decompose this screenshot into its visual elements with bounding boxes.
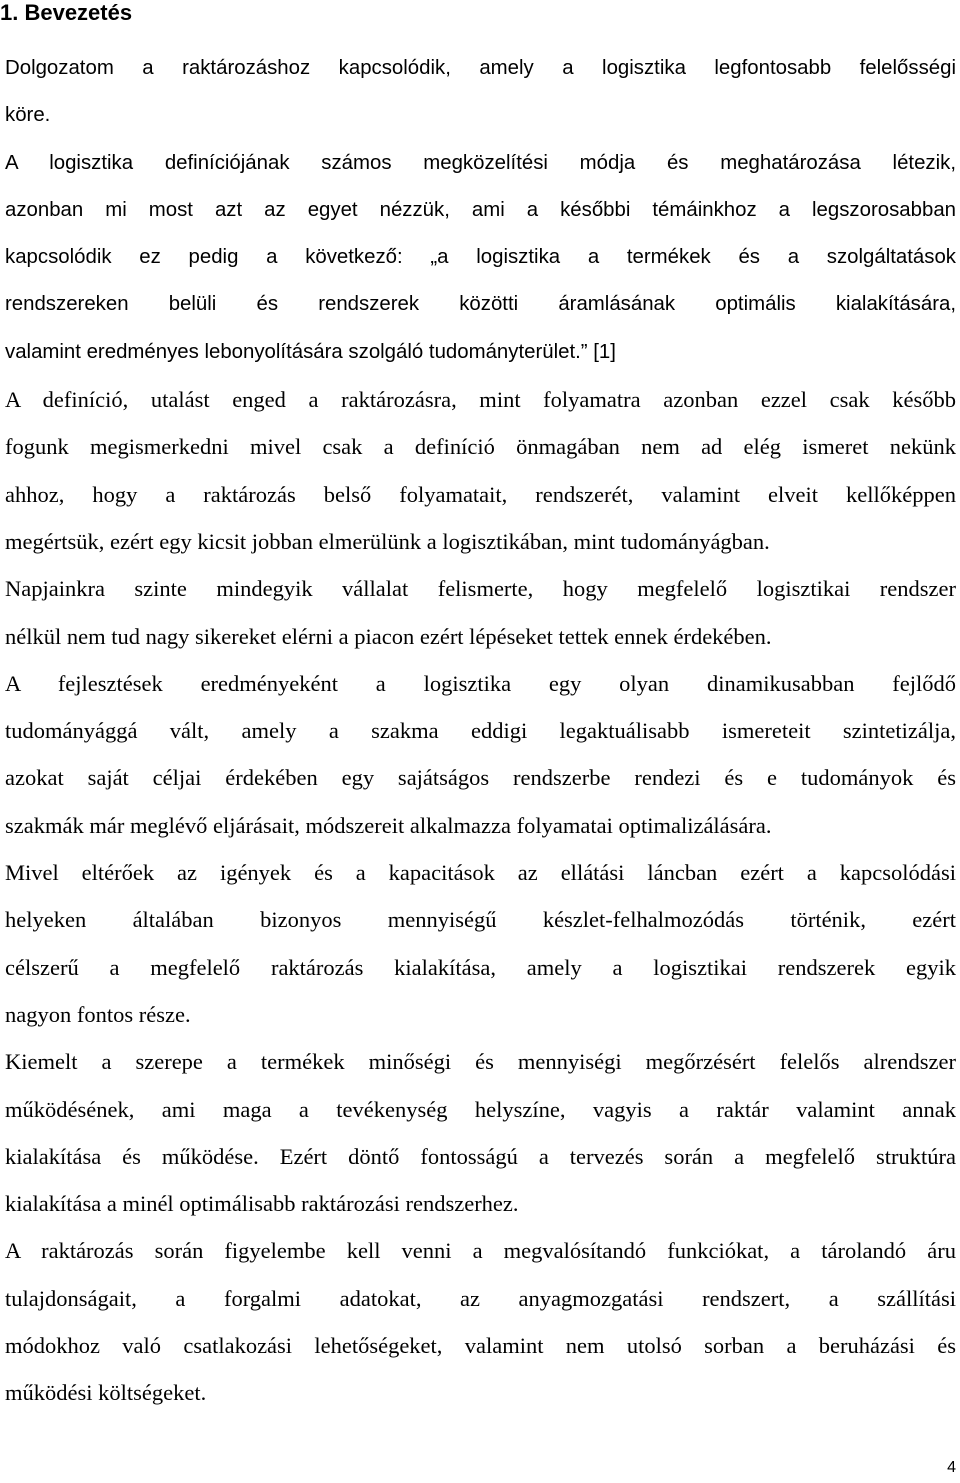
text-line: A definíció, utalást enged a raktározásra, mint folyamatra azonban ezzel csak később (5, 387, 956, 413)
text-line: megértsük, ezért egy kicsit jobban elmerülünk a logisztikában, mint tudományágban. (5, 528, 770, 554)
text-line: Mivel eltérőek az igények és a kapacitások az ellátási láncban ezért a kapcsolódási (5, 860, 956, 886)
paragraph (5, 1227, 956, 1416)
text-line: kapcsolódik ez pedig a következő: „a logisztika a termékek és a szolgáltatások (5, 246, 956, 269)
text-line: fogunk megismerkedni mivel csak a definíció önmagában nem ad elég ismeret nekünk (5, 434, 956, 460)
text-line: A raktározás során figyelembe kell venni a megvalósítandó funkciókat, a tárolandó áru (5, 1238, 956, 1264)
paragraph (5, 849, 956, 1038)
document-body (5, 45, 956, 1417)
text-line: tulajdonságait, a forgalmi adatokat, az anyagmozgatási rendszert, a szállítási (5, 1285, 956, 1311)
text-line: köre. (5, 104, 51, 127)
text-line: nélkül nem tud nagy sikereket elérni a piacon ezért lépéseket tettek ennek érdekében. (5, 623, 772, 649)
text-line: A fejlesztések eredményeként a logisztika egy olyan dinamikusabban fejlődő (5, 670, 956, 696)
text-line: célszerű a megfelelő raktározás kialakítása, amely a logisztikai rendszerek egyik (5, 954, 956, 980)
text-line: tudományággá vált, amely a szakma eddigi legaktuálisabb ismereteit szintetizálja, (5, 718, 956, 744)
text-line: módokhoz való csatlakozási lehetőségeket, valamint nem utolsó sorban a beruházási és (5, 1333, 956, 1359)
text-line: azokat saját céljai érdekében egy sajátságos rendszerbe rendezi és e tudományok és (5, 765, 956, 791)
text-line: működési költségeket. (5, 1380, 207, 1406)
section-heading: 1. Bevezetés (0, 0, 133, 25)
paragraph (5, 140, 956, 376)
text-line: helyeken általában bizonyos mennyiségű készlet-felhalmozódás történik, ezért (5, 907, 956, 933)
text-line: valamint eredményes lebonyolítására szolgáló tudományterület.” [1] (5, 340, 616, 363)
text-line: kialakítása és működése. Ezért döntő fontosságú a tervezés során a megfelelő struktúra (5, 1143, 956, 1169)
text-line: A logisztika definíciójának számos megközelítési módja és meghatározása létezik, (5, 151, 956, 174)
paragraph (5, 376, 956, 565)
page-number: 4 (947, 1459, 956, 1476)
text-line: Napjainkra szinte mindegyik vállalat felismerte, hogy megfelelő logisztikai rendszer (5, 576, 956, 602)
text-line: szakmák már meglévő eljárásait, módszereit alkalmazza folyamatai optimalizálására. (5, 812, 772, 838)
text-line: rendszereken belüli és rendszerek közötti áramlásának optimális kialakítására, (5, 293, 956, 316)
paragraph (5, 565, 956, 660)
paragraph (5, 45, 956, 140)
text-line: ahhoz, hogy a raktározás belső folyamatait, rendszerét, valamint elveit kellőképpen (5, 481, 956, 507)
text-line: működésének, ami maga a tevékenység helyszíne, vagyis a raktár valamint annak (5, 1096, 956, 1122)
text-line: nagyon fontos része. (5, 1001, 191, 1027)
text-line: kialakítása a minél optimálisabb raktározási rendszerhez. (5, 1191, 519, 1217)
text-line: azonban mi most azt az egyet nézzük, ami a későbbi témáinkhoz a legszorosabban (5, 198, 956, 221)
text-line: Dolgozatom a raktározáshoz kapcsolódik, amely a logisztika legfontosabb felelősségi (5, 57, 956, 79)
paragraph (5, 660, 956, 849)
paragraph (5, 1038, 956, 1227)
text-line: Kiemelt a szerepe a termékek minőségi és mennyiségi megőrzésért felelős alrendszer (5, 1049, 956, 1075)
